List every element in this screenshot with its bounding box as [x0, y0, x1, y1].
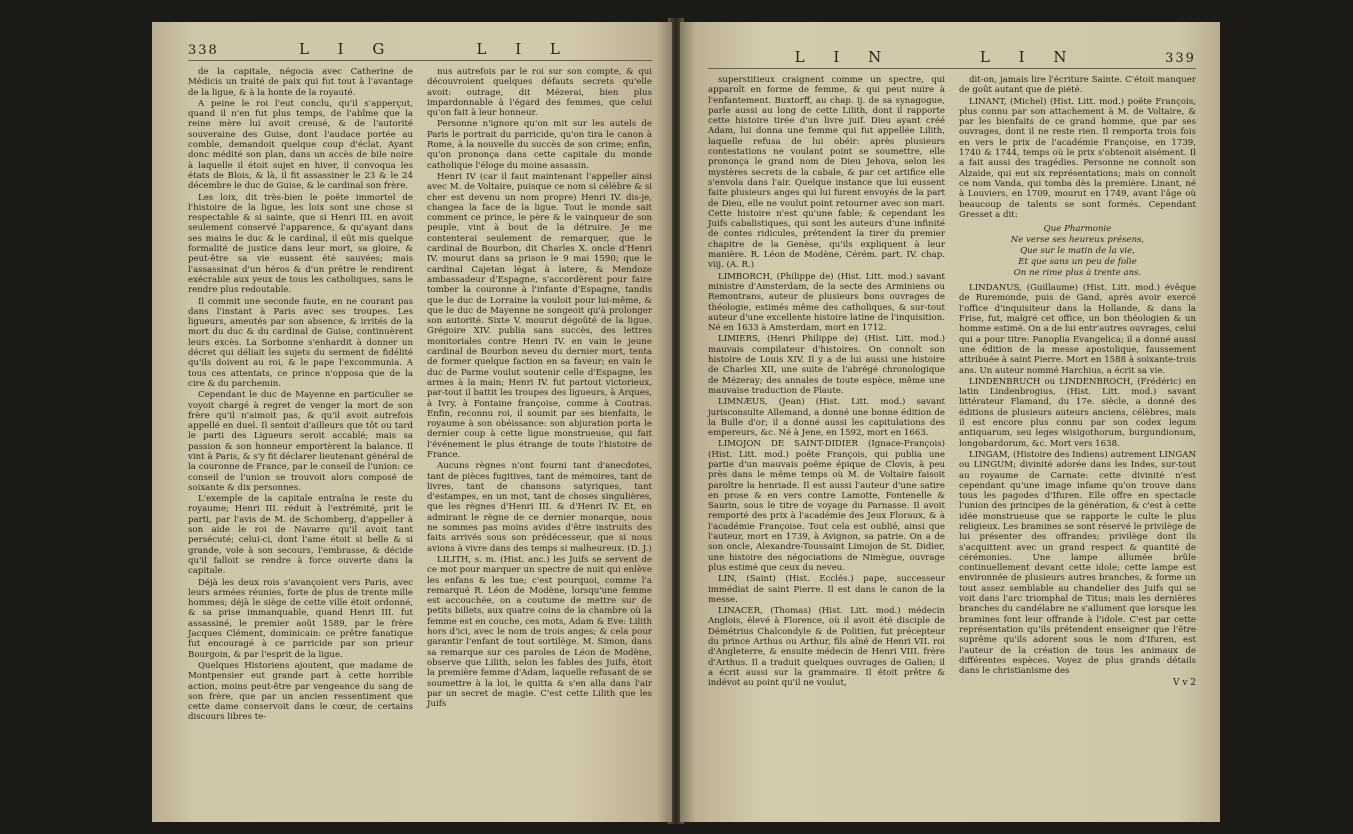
verse-line: Ne verse ses heureux présens, — [1010, 235, 1145, 246]
verse-line: Que sur le matin de la vie, — [1020, 246, 1135, 257]
left-column-1 — [188, 67, 413, 724]
paragraph: LIMBORCH, (Philippe de) (Hist. Litt. mod.) savant ministre d'Amsterdam, de la secte des Arminiens ou Remontrans, auteur de plusieurs bons ouvrages de théologie, estimés même des catholiques, & sur-tout auteur d'une excellente histoire latine de l'inquisition. Né en 1633 à Amsterdam, mort en 1712. — [708, 271, 945, 334]
paragraph: Personne n'ignore qu'on mit sur les autels de Paris le portrait du parricide, qu'on tira le canon à Rome, à la nouvelle du succès de son crime; enfin, qu'on prononça dans cette capitale du monde catholique l'éloge du moine assassin. — [427, 119, 652, 171]
paragraph: Déjà les deux rois s'avançoient vers Paris, avec leurs armées réunies, forte de plus de trente mille hommes; déjà le siège de cette ville étoit ordonné, & sa prise immanquable, quand Henri III. fut assassiné, le premier août 1589, par le frère Jacques Clément, dominicain: ce prêtre fanatique fut encouragé à ce parricide par son prieur Bourgoin, & par l'esprit de la ligue. — [188, 577, 413, 660]
paragraph: Henri IV (car il faut maintenant l'appeller ainsi avec M. de Voltaire, puisque ce nom si célèbre & si cher est devenu un nom propre) Henri IV. dis-je, changea la face de la ligue. Tout le monde sait comment ce prince, le père & le vainqueur de son peuple, vint à bout de la détruire. Je me contenterai seulement de remarquer, que le cardinal de Bourbon, dit Charles X. oncle d'Henri IV. mourut dans sa prison le 9 mai 1590; que le cardinal Cajetan légat à latere, & Mendoze ambassadeur d'Espagne, s'accordèrent pour faire tomber la couronne à l'infante d'Espagne, tandis que le duc de Lorraine la vouloit pour lui-même, & que le duc de Mayenne ne songeoit qu'à prolonger son autorité. Sixte V. mourut dégoûté de la ligue. Grégoire XIV. publia sans succès, des lettres monitoriales contre Henri IV. en vain le jeune cardinal de Bourbon neveu du dernier mort, tenta de former quelque faction en sa faveur; en vain le duc de Parme voulut soutenir celle d'Espagne, les armes à la main; Henri IV. fut partout victorieux, par-tout il battit les troupes des ligueurs, à Arques, à Ivry, à Fontaine françoise, comme à Coutras. Enfin, reconnu roi, il soumit par ses bienfaits, le royaume à son obéissance: son abjuration porta le dernier coup à cette ligue monstrueuse, qui fait l'événement le plus étrange de toute l'histoire de France. — [427, 171, 652, 460]
header-rule — [188, 60, 652, 61]
signature-mark: V v 2 — [1172, 678, 1196, 689]
left-column-2 — [427, 67, 652, 724]
running-head: L I N — [794, 48, 894, 66]
paragraph: LILITH, s. m. (Hist. anc.) les Juifs se servent de ce mot pour marquer un spectre de nuit qui enlève les enfans & les tue; c'est pourquoi, comme l'a remarqué R. Léon de Modène, lorsqu'une femme est accouchée, on a coutume de mettre sur de petits billets, aux quatre coins de la chambre où la femme est en couche, ces mots, Adam & Eve: Lilith hors d'ici, avec le nom de trois anges; & cela pour garantir l'enfant de tout sortilège. M. Simon, dans sa remarque sur ces paroles de Léon de Modène, observe que Lilith, selon les fables des Juifs, étoit la première femme d'Adam, laquelle refusant de se soumettre à la loi, le quitta & s'en alla dans l'air par un secret de magie. C'est cette Lilith que les Juifs — [427, 554, 652, 710]
left-page — [152, 22, 672, 822]
paragraph: LIMNÆUS, (Jean) (Hist. Litt. mod.) savant jurisconsulte Allemand, a donné une bonne édition de la Bulle d'or; il a donné aussi les capitulations des empereurs, &c. Né à Jene, en 1592, mort en 1663. — [708, 397, 945, 439]
paragraph: LIMOJON DE SAINT-DIDIER (Ignace-François) (Hist. Litt. mod.) poëte François, qui publia une partie d'un mauvais poëme épique de Clovis, à peu près dans le même temps où M. de Voltaire faisoit paroître la henriade. Il est aussi l'auteur d'une satire en prose & en vers contre Lamotte, Fontenelle & Saurin, sous le titre de voyage du Parnasse. Il avoit remporté des prix à l'académie des Jeux Floraux, & à l'académie Françoise. Tout cela est oublié, ainsi que l'auteur, mort en 1739, à Avignon, sa patrie. On a de son oncle, Alexandre-Toussaint Limojon de St. Didier, une histoire des négociations de Nimègue, ouvrage plus estimé que ceux du neveu. — [708, 439, 945, 573]
paragraph: Aucuns règnes n'ont fourni tant d'anecdotes, tant de pièces fugitives, tant de mémoires, tant de livres, tant de chansons satyriques, tant d'estampes, en un mot, tant de choses singulières, que les règnes d'Henri III. & d'Henri IV. Et, en admirant le règne de ce dernier monarque, nous ne sommes pas moins avides d'être instruits des faits arrivés sous son prédécesseur, que si nous avions à vivre dans des temps si malheureux. (D. J.) — [427, 461, 652, 554]
verse-line: Et que sans un peu de folie — [1018, 257, 1137, 268]
right-column-2 — [959, 75, 1196, 690]
paragraph: LIMIERS, (Henri Philippe de) (Hist. Litt. mod.) mauvais compilateur d'histoires. On connoît son histoire de Louis XIV. Il y a de lui aussi une histoire de Charles XII, une suite de l'abrégé chronologique de Mézeray; des annales de toute espèce, même une mauvaise traduction de Plaute. — [708, 334, 945, 396]
running-head-secondary: L I N — [979, 48, 1079, 66]
running-head-secondary: L I L — [476, 40, 572, 58]
right-page — [680, 22, 1220, 822]
paragraph: superstitieux craignent comme un spectre, qui apparoît en forme de femme, & qui peut nuire à l'enfantement. Buxtorff, au chap. ij. de sa synagogue, parle aussi au long de cette Lilith, dont il rapporte cette histoire tirée d'un livre juif. Dieu ayant créé Adam, lui donna une femme qui fut appellée Lilith, laquelle refusa de lui obéir: après plusieurs contestations ne voulant point se soumettre, elle prononça le grand nom de Dieu Jehova, selon les mystères secrets de la cabale, & par cet artifice elle s'envola dans l'air. Quelque instance que lui eussent faite plusieurs anges qui lui furent envoyés de la part de Dieu, elle ne voulut point retourner avec son mari. Cette histoire n'est qu'une fable; & cependant les Juifs cabalistiques, qui sont les auteurs d'une infinité de contes ridicules, prétendent la tirer du premier chapitre de la Genèse, qu'ils expliquent à leur manière. R. Léon de Modène, Cérém. part. IV. chap. viij. (A. R.) — [708, 75, 945, 271]
paragraph: dit-on, jamais lire l'écriture Sainte. C'étoit manquer de goût autant que de piété. — [959, 75, 1196, 96]
paragraph: Les loix, dit très-bien le poëte immortel de l'histoire de la ligue, les loix sont une chose si respectable & si sainte, que si Henri III. en avoit seulement conservé l'apparence, & qu'ayant dans ses mains le duc & le cardinal, il eût mis quelque formalité de justice dans leur mort, sa gloire, & peut-être sa vie eussent été sauvées; mais l'assassinat d'un héros & d'un prêtre le rendirent exécrable aux yeux de tous les catholiques, sans le rendre plus redoutable. — [188, 192, 413, 296]
paragraph: LINDANUS, (Guillaume) (Hist. Litt. mod.) évêque de Ruremonde, puis de Gand, après avoir exercé l'office d'inquisiteur dans la Hollande, & dans la Frise, fut, malgré cet office, un bon théologien & un homme estimé. On a de lui entr'autres ouvrages, celui qui a pour titre: Panoplia Evangelica; il a donné aussi une édition de la messe apostolique, faussement attribuée à saint Pierre. Mort en 1588 à soixante-trois ans. Un auteur nommé Harchius, a écrit sa vie. — [959, 283, 1196, 376]
paragraph: LINANT, (Michel) (Hist. Litt. mod.) poëte François, plus connu par son attachement à M. de Voltaire, & par les bienfaits de ce grand homme, que par ses ouvrages, dont il ne reste rien. Il remporta trois fois en vers le prix de l'académie Françoise, en 1739, 1740 & 1744, temps où le prix s'obtenoit aisément. Il a fait aussi des tragédies. Personne ne connoît son Alzaide, qui eut six représentations; mais on connoît ce nom Vanda, qui tomba dès la première. Linant, né à Louviers, en 1709, mourut en 1749, avant l'âge où beaucoup de talents se sont formés. Cependant Gresset a dit: — [959, 96, 1196, 220]
paragraph: LINDENBRUCH ou LINDENBROCH, (Frédéric) en latin Lindenbrogius, (Hist. Litt. mod.) savant littérateur Flamand, du 17e. siècle, a donné des éditions de plusieurs auteurs anciens, célèbres, mais il est encore plus connu par son codex legum antiquarum, seu leges wisigothorum, burgundionum, longobardorum, &c. Mort vers 1638. — [959, 376, 1196, 449]
paragraph: Quelques Historiens ajoutent, que madame de Montpensier eut grande part à cette horrible action, moins peut-être par vengeance du sang de son frère, que par un ancien ressentiment que cette dame conservoit dans le cœur, de certains discours libres te- — [188, 660, 413, 723]
page-number: 338 — [188, 43, 219, 58]
paragraph: L'exemple de la capitale entraîna le reste du royaume; Henri III. réduit à l'extrémité, prit le parti, par l'avis de M. de Schomberg, d'appeller à son aide le roi de Navarre qu'il avoit tant persécuté; celui-ci, dont l'ame étoit si belle & si grande, vole à son secours, l'embrasse, & décide qu'il falloit se rendre à force ouverte dans la capitale. — [188, 494, 413, 577]
running-head: L I G — [298, 40, 397, 58]
page-number: 339 — [1165, 51, 1196, 66]
paragraph: Cependant le duc de Mayenne en particulier se voyoit chargé à regret de venger la mort de son frère qu'il n'aimoit pas, & qu'il avoit autrefois appellé en duel. Il sentoit d'ailleurs que tôt ou tard le parti des Ligueurs seroit accablé; mais sa passion & son honneur emportèrent la balance. Il vint à Paris, & s'y fit déclarer lieutenant général de la couronne de France, par le conseil de l'union: ce conseil de l'union se trouvoit alors composé de soixante & dix personnes. — [188, 390, 413, 493]
paragraph: LINGAM, (Histoire des Indiens) autrement LINGAN ou LINGUM; divinité adorée dans les Indes, sur-tout au royaume de Carnate: cette divinité n'est cependant qu'une image infame qu'on trouve dans tous les pagodes d'Ifuren. Elle offre en spectacle l'union des principes de la génération, & c'est à cette idée monstrueuse que se rapporte le culte le plus religieux. Les bramines se sont réservé le privilège de lui présenter des offrandes; privilège dont ils s'acquittent avec un grand respect & quantité de cérémonies. Une lampe allumée brûle continuellement devant cette idole; cette lampe est environnée de plusieurs autres branches, & forme un tout assez semblable au chandelier des Juifs qui se voit dans l'arc triomphal de Titus; mais les dernières branches du candélabre ne s'allument que lorsque les bramines font leur offrande à l'idole. C'est par cette représentation qu'ils prétendent enseigner que l'être suprême qu'ils adorent sous le nom d'Ifuren, est l'auteur de la création de tous les animaux de différentes espèces. Voyez de plus grands détails dans le christianisme des — [959, 449, 1196, 677]
paragraph: nus autrefois par le roi sur son compte, & qui découvroient quelques défauts secrets qu'elle avoit: outrage, dit Mézerai, bien plus impardonnable à l'égard des femmes, que celui qu'on fait à leur honneur. — [427, 67, 652, 119]
verse-line: Que Pharmonie — [1043, 224, 1112, 235]
paragraph: A peine le roi l'eut conclu, qu'il s'apperçut, quand il n'en fut plus temps, de l'abîme que la reine mère lui avoit creusé, & de l'autorité souveraine des Guise, dont l'audace portée au comble, demandoit quelque coup d'éclat. Ayant donc médité son plan, dans un accès de bile noire à laquelle il étoit sujet en hiver, il convoqua les états de Blois, & là, il fit assassiner le 23 & le 24 décembre le duc de Guise, & le cardinal son frère. — [188, 98, 413, 192]
paragraph: LIN, (Saint) (Hist. Ecclés.) pape, successeur immédiat de saint Pierre. Il est dans le canon de la messe. — [708, 574, 945, 605]
paragraph: Il commit une seconde faute, en ne courant pas dans l'instant à Paris avec ses troupes. Les ligueurs, ameutés par son absence, & irrités de la mort du duc & du cardinal de Guise, continuèrent leurs excès. La Sorbonne s'enhardit à donner un décret qui déliait les sujets du serment de fidélité qu'ils doivent au roi, & le pape l'excommunia. A tous ces attentats, ce prince n'opposa que de la cire & du parchemin. — [188, 296, 413, 389]
left-page-header — [188, 40, 652, 58]
verse-quotation — [959, 224, 1196, 279]
verse-line: On ne rime plus à trente ans. — [1013, 268, 1142, 279]
paragraph: de la capitale, négocia avec Catherine de Médicis un traité de paix qui fut tout à l'avantage de la ligue, & à la honte de la royauté. — [188, 67, 413, 98]
paragraph: LINACER, (Thomas) (Hist. Litt. mod.) médecin Anglois, élevé à Florence, où il avoit été disciple de Démétrius Chalcondyle & de Politien, fut précepteur du prince Arthus ou Arthur, fils aîné de Henri VII. roi d'Angleterre, & ensuite médecin de Henri VIII. frère d'Arthus. Il a traduit quelques ouvrages de Galien; il a écrit aussi sur la grammaire. Il étoit prêtre & indévot au point qu'il ne voulut, — [708, 606, 945, 689]
right-column-1 — [708, 75, 945, 690]
header-rule — [708, 68, 1196, 69]
right-page-header — [708, 48, 1196, 66]
